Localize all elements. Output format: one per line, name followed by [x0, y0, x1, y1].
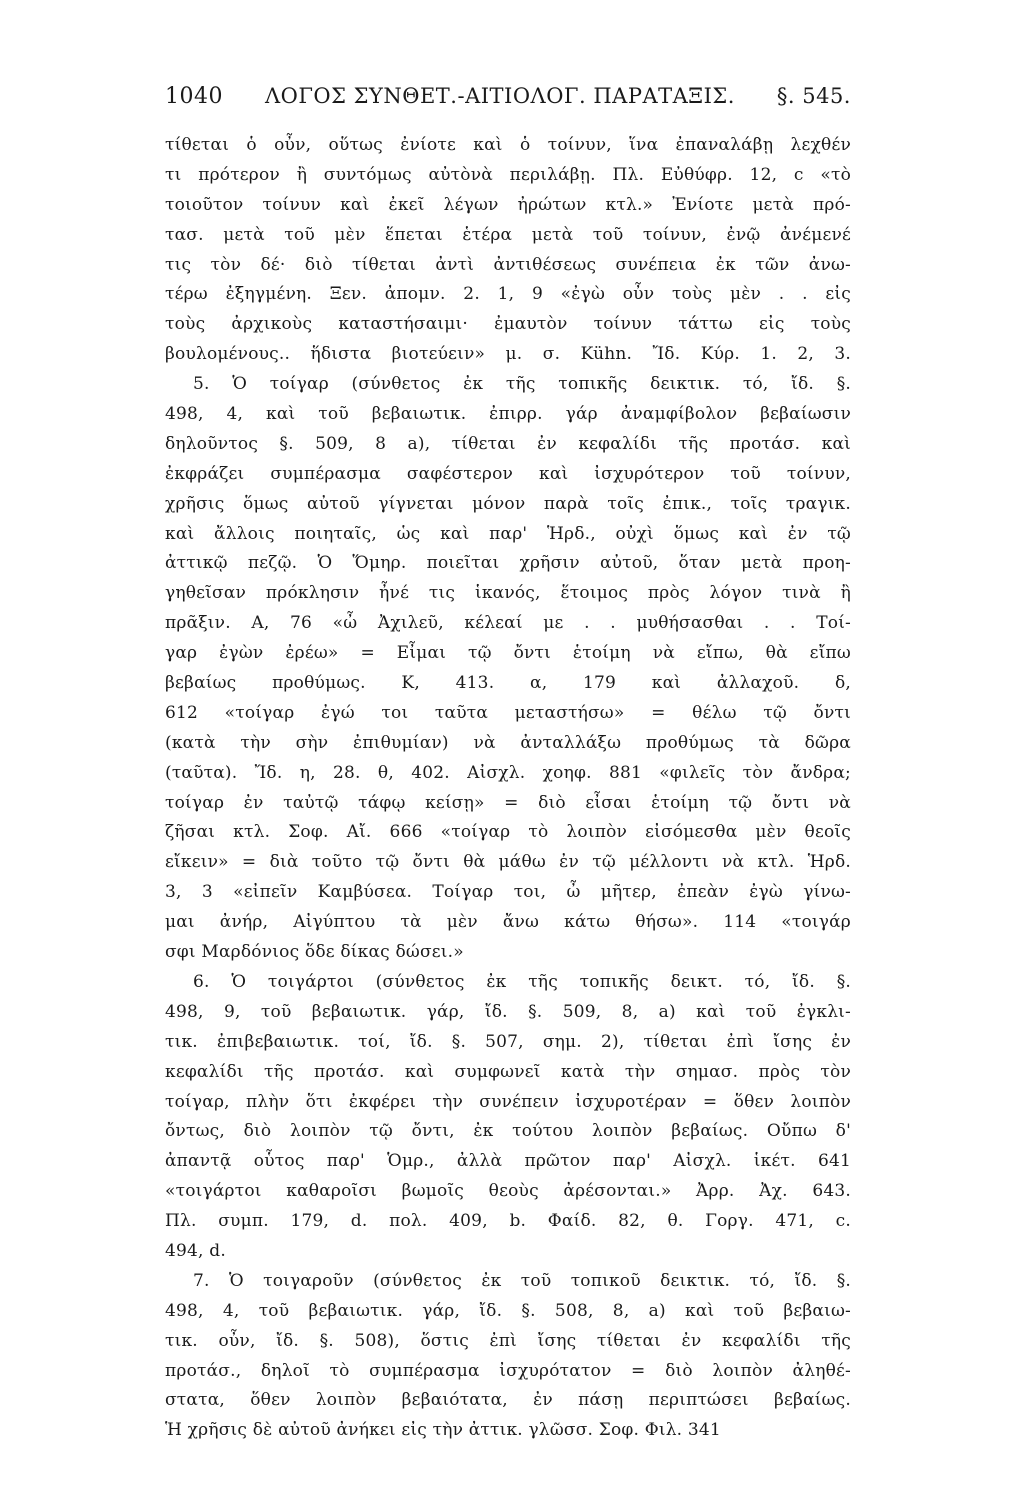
- text-line: 498, 4, καὶ τοῦ βεβαιωτικ. ἐπιρρ. γάρ ἀναμφίβολον βεβαίωσιν: [165, 404, 851, 425]
- text-line: τικ. ἐπιβεβαιωτικ. τοί, ἴδ. §. 507, σημ. 2), τίθεται ἐπὶ ἴσης ἐν: [165, 1031, 851, 1052]
- text-line: τέρω ἐξηγμένη. Ξεν. ἀπομν. 2. 1, 9 «ἐγὼ οὖν τοὺς μὲν . . εἰς: [165, 284, 851, 305]
- text-line: δηλοῦντος §. 509, 8 a), τίθεται ἐν κεφαλίδι τῆς προτάσ. καὶ: [165, 433, 851, 454]
- text-line: 498, 9, τοῦ βεβαιωτικ. γάρ, ἴδ. §. 509, 8, a) καὶ τοῦ ἐγκλι-: [165, 1001, 851, 1022]
- text-line: στατα, ὅθεν λοιπὸν βεβαιότατα, ἐν πάσῃ περιπτώσει βεβαίως.: [165, 1390, 851, 1411]
- text-line: ἀττικῷ πεζῷ. Ὁ Ὅμηρ. ποιεῖται χρῆσιν αὐτοῦ, ὅταν μετὰ προη-: [165, 553, 851, 574]
- text-line: Ἡ χρῆσις δὲ αὐτοῦ ἀνήκει εἰς τὴν ἀττικ. γλῶσσ. Σοφ. Φιλ. 341: [165, 1420, 721, 1441]
- text-line: Πλ. συμπ. 179, d. πολ. 409, b. Φαίδ. 82, θ. Γοργ. 471, c.: [165, 1211, 851, 1232]
- text-line: τοιοῦτον τοίνυν καὶ ἐκεῖ λέγων ἠρώτων κτλ.» Ἐνίοτε μετὰ πρό-: [165, 194, 851, 215]
- text-line: ζῆσαι κτλ. Σοφ. Αἴ. 666 «τοίγαρ τὸ λοιπὸν εἰσόμεσθα μὲν θεοῖς: [165, 822, 851, 843]
- text-line: τις τὸν δέ· διὸ τίθεται ἀντὶ ἀντιθέσεως συνέπεια ἐκ τῶν ἀνω-: [165, 254, 851, 275]
- text-line: 494, d.: [165, 1240, 226, 1261]
- text-line: 612 «τοίγαρ ἐγώ τοι ταῦτα μεταστήσω» = θέλω τῷ ὄντι: [165, 702, 851, 723]
- text-line: 5. Ὁ τοίγαρ (σύνθετος ἐκ τῆς τοπικῆς δεικτικ. τό, ἴδ. §.: [193, 374, 851, 395]
- text-line: βεβαίως προθύμως. Κ, 413. α, 179 καὶ ἀλλαχοῦ. δ,: [165, 673, 851, 694]
- section-number: §. 545.: [776, 84, 851, 108]
- text-line: τοίγαρ, πλὴν ὅτι ἐκφέρει τὴν συνέπειν ἰσχυροτέραν = ὅθεν λοιπὸν: [165, 1091, 851, 1112]
- text-line: τοίγαρ ἐν ταὐτῷ τάφῳ κείσῃ» = διὸ εἶσαι ἑτοίμη τῷ ὄντι νὰ: [165, 792, 851, 813]
- body-text: [165, 131, 851, 1446]
- text-line: ἐκφράζει συμπέρασμα σαφέστερον καὶ ἰσχυρότερον τοῦ τοίνυν,: [165, 463, 851, 484]
- text-line: γηθεῖσαν πρόκλησιν ἦνέ τις ἱκανός, ἕτοιμος πρὸς λόγον τινὰ ἢ: [165, 583, 851, 604]
- text-line: ὄντως, διὸ λοιπὸν τῷ ὄντι, ἐκ τούτου λοιπὸν βεβαίως. Οὔπω δ': [165, 1121, 851, 1142]
- text-line: μαι ἀνήρ, Αἰγύπτου τὰ μὲν ἄνω κάτω θήσω». 114 «τοιγάρ: [165, 912, 851, 933]
- text-line: βουλομένους.. ἥδιστα βιοτεύειν» μ. σ. Kühn. Ἴδ. Κύρ. 1. 2, 3.: [165, 344, 851, 365]
- text-line: 498, 4, τοῦ βεβαιωτικ. γάρ, ἴδ. §. 508, 8, a) καὶ τοῦ βεβαιω-: [165, 1300, 851, 1321]
- text-line: (ταῦτα). Ἴδ. η, 28. θ, 402. Αἰσχλ. χοηφ. 881 «φιλεῖς τὸν ἄνδρα;: [165, 762, 851, 783]
- text-line: (κατὰ τὴν σὴν ἐπιθυμίαν) νὰ ἀνταλλάξω προθύμως τὰ δῶρα: [165, 732, 851, 753]
- text-line: σφι Μαρδόνιος ὅδε δίκας δώσει.»: [165, 942, 464, 963]
- text-line: 7. Ὁ τοιγαροῦν (σύνθετος ἐκ τοῦ τοπικοῦ δεικτικ. τό, ἴδ. §.: [193, 1270, 851, 1291]
- text-line: 6. Ὁ τοιγάρτοι (σύνθετος ἐκ τῆς τοπικῆς δεικτ. τό, ἴδ. §.: [193, 971, 851, 992]
- text-line: 3, 3 «εἰπεῖν Καμβύσεα. Τοίγαρ τοι, ὦ μῆτερ, ἐπεὰν ἐγὼ γίνω-: [165, 882, 851, 903]
- text-line: εἴκειν» = διὰ τοῦτο τῷ ὄντι θὰ μάθω ἐν τῷ μέλλοντι νὰ κτλ. Ἡρδ.: [165, 852, 851, 873]
- text-line: χρῆσις ὅμως αὐτοῦ γίγνεται μόνον παρὰ τοῖς ἐπικ., τοῖς τραγικ.: [165, 493, 851, 514]
- text-line: τασ. μετὰ τοῦ μὲν ἕπεται ἑτέρα μετὰ τοῦ τοίνυν, ἐνῷ ἀνέμενέ: [165, 224, 851, 245]
- text-line: τικ. οὖν, ἴδ. §. 508), ὅστις ἐπὶ ἴσης τίθεται ἐν κεφαλίδι τῆς: [165, 1330, 851, 1351]
- text-line: τι πρότερον ἢ συντόμως αὐτὸνὰ περιλάβῃ. Πλ. Εὐθύφρ. 12, c «τὸ: [165, 164, 851, 185]
- text-line: κεφαλίδι τῆς προτάσ. καὶ συμφωνεῖ κατὰ τὴν σημασ. πρὸς τὸν: [165, 1061, 851, 1082]
- text-line: τοὺς ἀρχικοὺς καταστήσαιμι· ἐμαυτὸν τοίνυν τάττω εἰς τοὺς: [165, 314, 851, 335]
- text-line: «τοιγάρτοι καθαροῖσι βωμοῖς θεοὺς ἀρέσονται.» Ἀρρ. Ἀχ. 643.: [165, 1181, 851, 1202]
- document-page: [165, 84, 851, 1446]
- running-title: ΛΟΓΟΣ ΣΥΝΘΕΤ.-ΑΙΤΙΟΛΟΓ. ΠΑΡΑΤΑΞΙΣ.: [264, 84, 735, 108]
- text-line: ἀπαντᾷ οὗτος παρ' Ὁμρ., ἀλλὰ πρῶτον παρ' Αἰσχλ. ἱκέτ. 641: [165, 1151, 851, 1172]
- running-header: [165, 84, 851, 109]
- text-line: γαρ ἐγὼν ἐρέω» = Εἶμαι τῷ ὄντι ἑτοίμη νὰ εἴπω, θὰ εἴπω: [165, 643, 851, 664]
- text-line: προτάσ., δηλοῖ τὸ συμπέρασμα ἰσχυρότατον = διὸ λοιπὸν ἀληθέ-: [165, 1360, 851, 1381]
- page-number: 1040: [165, 84, 223, 109]
- text-line: πρᾶξιν. Α, 76 «ὦ Ἀχιλεῦ, κέλεαί με . . μυθήσασθαι . . Τοί-: [165, 613, 851, 634]
- text-line: τίθεται ὁ οὖν, οὕτως ἐνίοτε καὶ ὁ τοίνυν, ἵνα ἐπαναλάβῃ λεχθέν: [165, 135, 851, 155]
- text-line: καὶ ἄλλοις ποιηταῖς, ὡς καὶ παρ' Ἡρδ., οὐχὶ ὅμως καὶ ἐν τῷ: [165, 523, 851, 544]
